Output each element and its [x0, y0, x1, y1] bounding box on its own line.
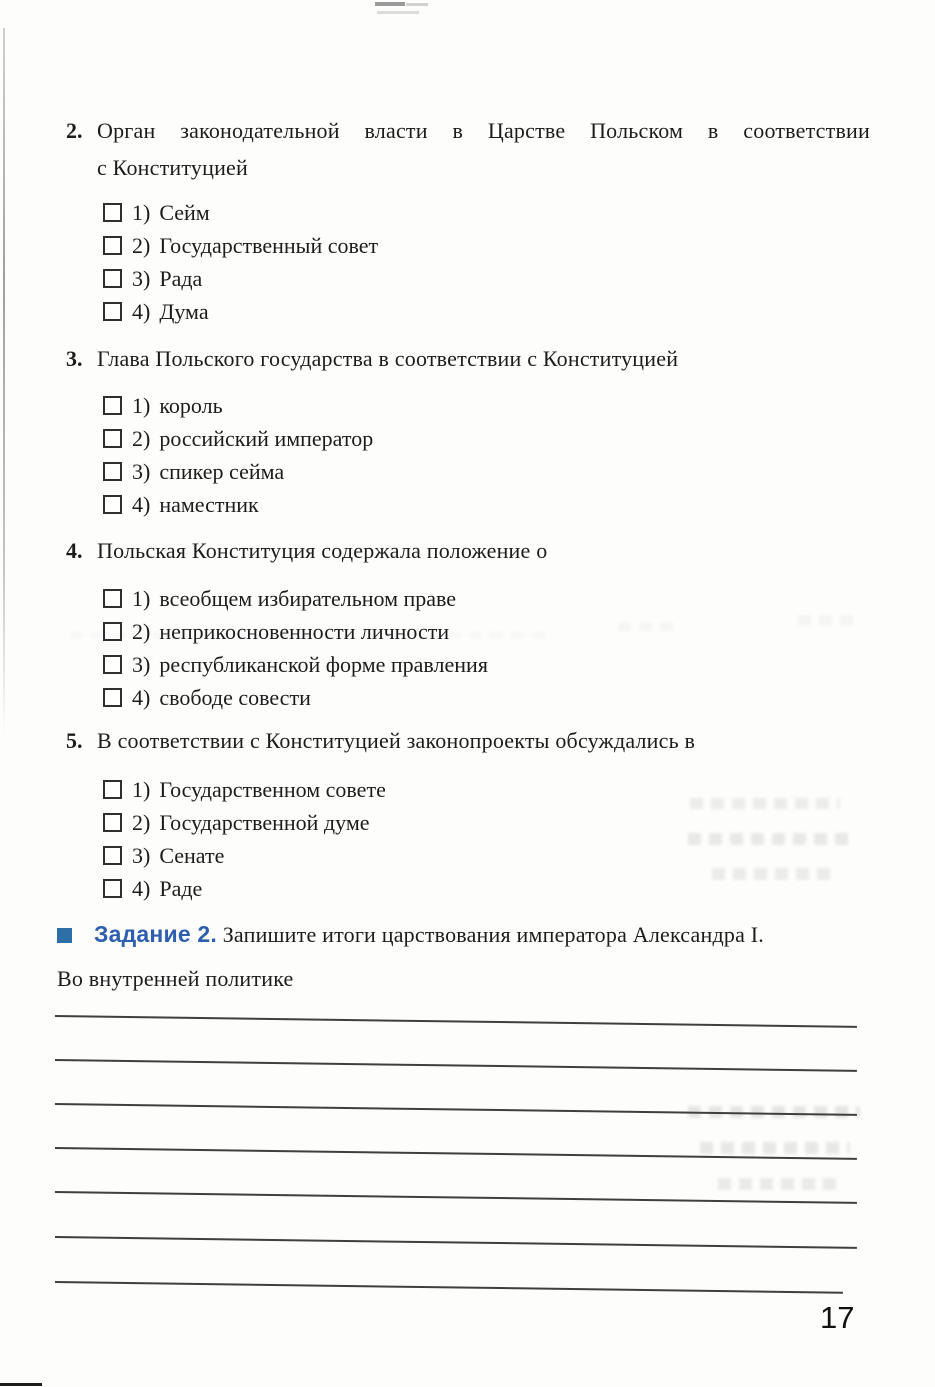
question-number: 2. [66, 118, 83, 143]
question-text [97, 112, 870, 186]
bleed-through-smudge [700, 1142, 850, 1154]
task-2 [57, 916, 857, 997]
option-number: 1) [132, 392, 151, 418]
option-number: 1) [132, 585, 151, 611]
option-label: Дума [159, 298, 209, 324]
option-row [103, 455, 870, 488]
option-row [103, 681, 870, 714]
option-row [103, 196, 870, 229]
option-label: всеобщем избирательном праве [159, 585, 457, 611]
answer-checkbox[interactable] [103, 236, 122, 255]
answer-checkbox[interactable] [103, 688, 122, 707]
answer-line[interactable] [55, 1191, 857, 1204]
bleed-through-smudge [798, 615, 860, 626]
option-number: 3) [132, 651, 151, 677]
option-label: Государственном совете [159, 776, 386, 802]
page-number: 17 [820, 1300, 855, 1335]
question-4-options [103, 582, 870, 714]
option-row [103, 295, 870, 328]
question-number: 5. [66, 728, 83, 753]
option-row [103, 648, 870, 681]
answer-line[interactable] [55, 1281, 843, 1294]
option-label: спикер сейма [159, 458, 285, 484]
question-3-header [66, 340, 870, 377]
answer-checkbox[interactable] [103, 589, 122, 608]
scan-top-mark [377, 11, 419, 14]
option-label: наместник [159, 491, 259, 517]
answer-checkbox[interactable] [103, 813, 122, 832]
question-4 [66, 532, 870, 714]
option-number: 1) [132, 776, 151, 802]
task-2-line1 [57, 916, 857, 953]
option-label: Сейм [159, 199, 210, 225]
question-number: 4. [66, 538, 83, 563]
answer-checkbox[interactable] [103, 655, 122, 674]
option-label: республиканской форме правления [159, 651, 488, 677]
option-row [103, 422, 870, 455]
option-number: 2) [132, 425, 151, 451]
answer-checkbox[interactable] [103, 495, 122, 514]
scan-top-mark [375, 2, 405, 6]
option-label: Государственный совет [159, 232, 379, 258]
question-2 [66, 112, 870, 328]
question-2-options [103, 196, 870, 328]
option-label: свободе совести [159, 684, 311, 710]
question-3-options [103, 389, 870, 521]
bleed-through-smudge [618, 622, 678, 631]
answer-checkbox[interactable] [103, 846, 122, 865]
option-number: 2) [132, 232, 151, 258]
question-number: 3. [66, 346, 83, 371]
option-number: 3) [132, 842, 151, 868]
question-2-header [66, 112, 870, 186]
question-text: Глава Польского государства в соответствии с Конституцией [97, 346, 679, 371]
task-2-subtext: Во внутренней политике [57, 966, 294, 991]
answer-checkbox[interactable] [103, 879, 122, 898]
option-number: 4) [132, 491, 151, 517]
question-text-line: Орган законодательной власти в Царстве Польском в соответствии [97, 118, 870, 143]
option-label: Сенате [159, 842, 225, 868]
option-number: 2) [132, 809, 151, 835]
task-2-label: Задание 2. [94, 921, 217, 947]
task-2-text: Запишите итоги царствования императора Александра I. [222, 922, 764, 947]
option-number: 4) [132, 684, 151, 710]
option-number: 2) [132, 618, 151, 644]
option-label: российский император [159, 425, 374, 451]
option-number: 4) [132, 875, 151, 901]
bleed-through-smudge [70, 632, 550, 638]
task-bullet-icon [57, 928, 72, 943]
option-number: 4) [132, 298, 151, 324]
answer-checkbox[interactable] [103, 462, 122, 481]
scan-corner-mark [0, 1383, 42, 1386]
bleed-through-smudge [712, 868, 832, 880]
option-number: 1) [132, 199, 151, 225]
answer-checkbox[interactable] [103, 302, 122, 321]
answer-line[interactable] [55, 1236, 857, 1249]
question-text: В соответствии с Конституцией законопроекты обсуждались в [97, 728, 696, 753]
option-label: Раде [159, 875, 203, 901]
answer-checkbox[interactable] [103, 780, 122, 799]
option-label: Рада [159, 265, 203, 291]
bleed-through-smudge [690, 798, 840, 809]
option-number: 3) [132, 458, 151, 484]
option-row [103, 582, 870, 615]
answer-checkbox[interactable] [103, 269, 122, 288]
option-row [103, 229, 870, 262]
question-text-line: с Конституцией [97, 155, 248, 180]
option-number: 3) [132, 265, 151, 291]
answer-line[interactable] [55, 1059, 857, 1072]
scan-top-mark [406, 3, 428, 6]
question-4-header [66, 532, 870, 569]
option-row [103, 389, 870, 422]
option-row [103, 488, 870, 521]
question-3 [66, 340, 870, 521]
bleed-through-smudge [718, 1178, 838, 1190]
answer-checkbox[interactable] [103, 203, 122, 222]
option-label: Государственной думе [159, 809, 370, 835]
answer-line[interactable] [55, 1015, 857, 1028]
answer-checkbox[interactable] [103, 429, 122, 448]
question-5-header [66, 722, 870, 759]
bleed-through-smudge [688, 833, 848, 845]
answer-checkbox[interactable] [103, 396, 122, 415]
question-text: Польская Конституция содержала положение о [97, 538, 548, 563]
scan-edge-line [3, 28, 5, 736]
option-row [103, 262, 870, 295]
option-label: неприкосновенности личности [159, 618, 450, 644]
option-label: король [159, 392, 223, 418]
